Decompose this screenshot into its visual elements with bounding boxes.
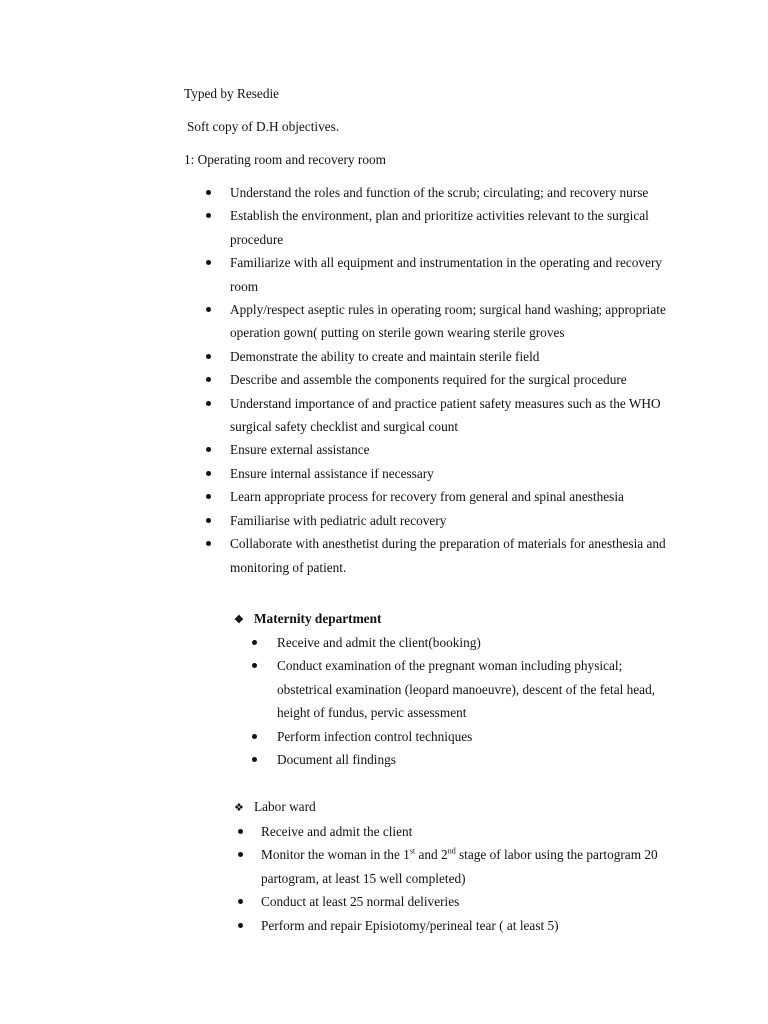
list-item xyxy=(230,204,680,251)
bullet-icon xyxy=(252,663,257,668)
list-item-text: Learn appropriate process for recovery from general and spinal anesthesia xyxy=(230,489,624,505)
bullet-icon xyxy=(238,829,243,834)
list-item xyxy=(230,368,680,391)
typed-by-line: Typed by Resedie xyxy=(184,86,280,101)
maternity-heading xyxy=(234,612,381,626)
list-item-text: Perform and repair Episiotomy/perineal tear ( at least 5) xyxy=(261,917,559,933)
list-item-text: Collaborate with anesthetist during the preparation of materials for anesthesia and monitoring of patient. xyxy=(230,536,666,575)
text-part: stage of labor using the partogram 20 partogram, at least 15 well completed) xyxy=(261,847,658,886)
list-item xyxy=(230,532,680,579)
list-item-text: Familiarize with all equipment and instrumentation in the operating and recovery room xyxy=(230,255,663,294)
bullet-icon xyxy=(238,899,243,904)
diamond-bullet-icon: ❖ xyxy=(234,614,244,626)
list-item xyxy=(261,820,691,843)
list-item xyxy=(230,485,680,508)
diamond-bullet-icon: ❖ xyxy=(234,802,244,814)
list-item xyxy=(277,748,677,771)
list-item xyxy=(230,251,680,298)
list-item-text: Understand the roles and function of the scrub; circulating; and recovery nurse xyxy=(230,185,649,200)
bullet-icon xyxy=(206,377,211,382)
list-item-text: Ensure internal assistance if necessary xyxy=(230,465,434,481)
list-item xyxy=(261,843,691,890)
bullet-icon xyxy=(206,494,211,499)
list-item-text: Ensure external assistance xyxy=(230,442,370,458)
list-item xyxy=(261,890,691,913)
soft-copy-line: Soft copy of D.H objectives. xyxy=(187,119,340,134)
bullet-icon xyxy=(206,518,211,523)
list-item-text: Understand importance of and practice patient safety measures such as the WHO surgical safety checklist and surgical count xyxy=(230,395,661,435)
text-part: and 2 xyxy=(415,847,448,863)
list-item xyxy=(230,509,680,532)
bullet-icon xyxy=(252,734,257,739)
bullet-icon xyxy=(206,401,211,406)
list-item-text: Conduct at least 25 normal deliveries xyxy=(261,894,460,910)
labor-ward-list xyxy=(261,820,691,937)
ordinal-superscript: st xyxy=(409,846,416,856)
bullet-icon xyxy=(238,923,243,928)
bullet-icon xyxy=(206,190,211,195)
list-item xyxy=(277,631,677,654)
list-item-text: Apply/respect aseptic rules in operating room; surgical hand washing; appropriate operation gown( putting on sterile gown wearing sterile groves xyxy=(230,302,666,341)
list-item-text: Receive and admit the client xyxy=(261,824,413,839)
bullet-icon xyxy=(206,541,211,546)
ordinal-superscript: nd xyxy=(447,846,456,856)
list-item-text: Familiarise with pediatric adult recovery xyxy=(230,512,447,528)
list-item xyxy=(277,654,677,724)
bullet-icon xyxy=(206,307,211,312)
list-item xyxy=(277,725,677,748)
section-title: 1: Operating room and recovery room xyxy=(184,152,386,167)
bullet-icon xyxy=(206,354,211,359)
list-item xyxy=(230,181,680,204)
bullet-icon xyxy=(206,213,211,218)
bullet-icon xyxy=(252,640,257,645)
labor-ward-heading xyxy=(234,800,316,814)
list-item xyxy=(230,462,680,485)
maternity-list xyxy=(277,631,677,771)
list-item xyxy=(261,914,691,937)
list-item-text: Demonstrate the ability to create and maintain sterile field xyxy=(230,348,540,364)
list-item-text: Establish the environment, plan and prioritize activities relevant to the surgical procedure xyxy=(230,208,649,247)
list-item-text: Receive and admit the client(booking) xyxy=(277,635,481,650)
bullet-icon xyxy=(238,852,243,857)
list-item xyxy=(230,438,680,461)
bullet-icon xyxy=(206,447,211,452)
bullet-icon xyxy=(252,757,257,762)
list-item xyxy=(230,392,680,439)
bullet-icon xyxy=(206,471,211,476)
labor-ward-title: Labor ward xyxy=(254,799,316,814)
list-item xyxy=(230,298,680,345)
list-item-text: Perform infection control techniques xyxy=(277,728,473,744)
list-item-text: Document all findings xyxy=(277,752,396,768)
list-item-text xyxy=(261,847,658,885)
bullet-icon xyxy=(206,260,211,265)
list-item-text: Describe and assemble the components required for the surgical procedure xyxy=(230,372,627,388)
operating-room-list xyxy=(230,181,680,579)
list-item-text: Conduct examination of the pregnant woman including physical; obstetrical examination (leopard manoeuvre), descent of the fetal head, height of fundus, pervic assessment xyxy=(277,658,656,721)
list-item xyxy=(230,345,680,368)
text-part: Monitor the woman in the 1 xyxy=(261,847,410,863)
maternity-title: Maternity department xyxy=(254,611,382,626)
